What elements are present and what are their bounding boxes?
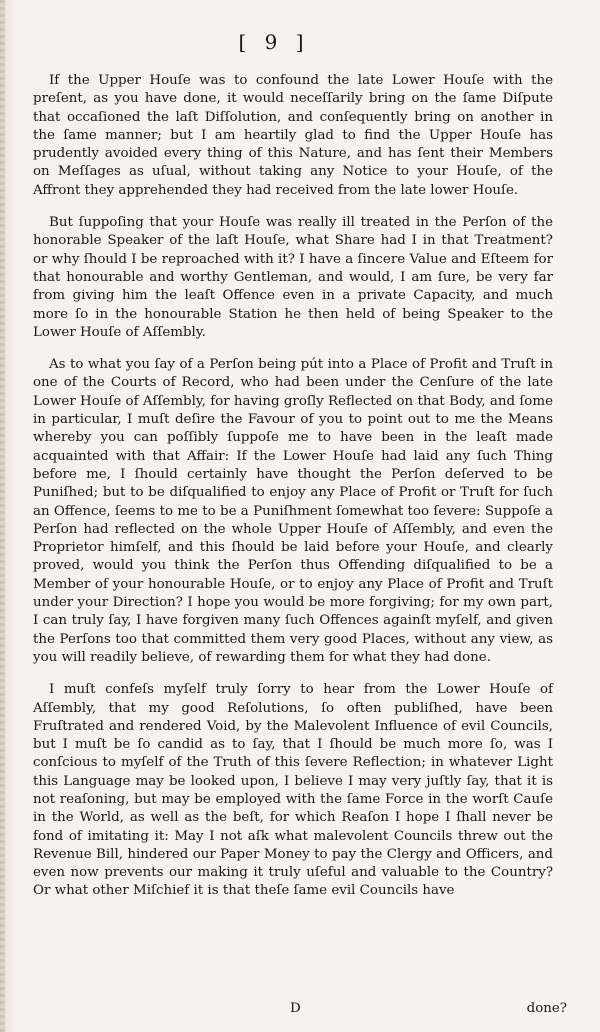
page-binding-edge xyxy=(0,0,5,1032)
paragraph-2: But ſuppoſing that your Houſe was really ill treated in the Perſon of the honorable Speaker of the laſt Houſe, what Share had I in that Treatment? or why ſhould I be reproached with it? I have a ſincere Value and Eſteem for that honourable and worthy Gentleman, and would, I am ſure, be very far from giving him the leaſt Offence even in a private Capacity, and much more ſo in the honourable Station he then held of being Speaker to the Lower Houſe of Aſſembly. xyxy=(33,215,553,340)
page-number: [ 9 ] xyxy=(238,30,310,54)
catchword: done? xyxy=(526,1001,567,1016)
paragraph-1: If the Upper Houſe was to confound the late Lower Houſe with the preſent, as you have done, it would neceſſarily bring on the ſame Diſpute that occaſioned the laſt Diſſolution, and conſequently bring on another in the ſame manner; but I am heartily glad to find the Upper Houſe has prudently avoided every thing of this Nature, and has ſent their Members on Meſſages as uſual, without taking any Notice to your Houſe, of the Affront they apprehended they had received from the late lower Houſe. xyxy=(33,73,553,198)
body-text xyxy=(33,72,553,901)
signature-mark: D xyxy=(290,1001,301,1016)
paragraph-3: As to what you ſay of a Perſon being pút into a Place of Profit and Truſt in one of the Courts of Record, who had been under the Cenſure of the late Lower Houſe of Aſſembly, for having groſly Reflected on that Body, and ſome in particular, I muſt deſire the Favour of you to point out to me the Means whereby you can poſſibly ſuppoſe me to have been in the leaſt made acquainted with that Affair: If the Lower Houſe had laid any ſuch Thing before me, I ſhould certainly have thought the Perſon deſerved to be Puniſhed; but to be diſqualified to enjoy any Place of Profit or Truſt for ſuch an Offence, ſeems to me to be a Puniſhment ſomewhat too ſevere: Suppoſe a Perſon had reflected on the whole Upper Houſe of Aſſembly, and even the Proprietor himſelf, and this ſhould be laid before your Houſe, and clearly proved, would you think the Perſon thus Offending diſqualified to be a Member of your honourable Houſe, or to enjoy any Place of Profit and Truſt under your Direction? I hope you would be more forgiving; for my own part, I can truly ſay, I have forgiven many ſuch Offences againſt myſelf, and given the Perſons too that committed them very good Places, without any view, as you will readily believe, of rewarding them for what they had done. xyxy=(33,357,553,665)
paragraph-4: I muſt confeſs myſelf truly ſorry to hear from the Lower Houſe of Aſſembly, that my good Reſolutions, ſo often publiſhed, have been Fruſtrated and rendered Void, by the Malevolent Influence of evil Councils, but I muſt be ſo candid as to ſay, that I ſhould be much more ſo, was I conſcious to myſelf of the Truth of this ſevere Reflection; in whatever Light this Language may be looked upon, I believe I may very juſtly ſay, that it is not reaſoning, but may be employed with the ſame Force in the worſt Cauſe in the World, as well as the beſt, for which Reaſon I hope I ſhall never be fond of imitating it: May I not aſk what malevolent Councils threw out the Revenue Bill, hindered our Paper Money to pay the Clergy and Officers, and even now prevents our making it truly uſeful and valuable to the Country? Or what other Miſchief it is that theſe ſame evil Councils have xyxy=(33,682,553,899)
page-footer xyxy=(0,1001,600,1021)
